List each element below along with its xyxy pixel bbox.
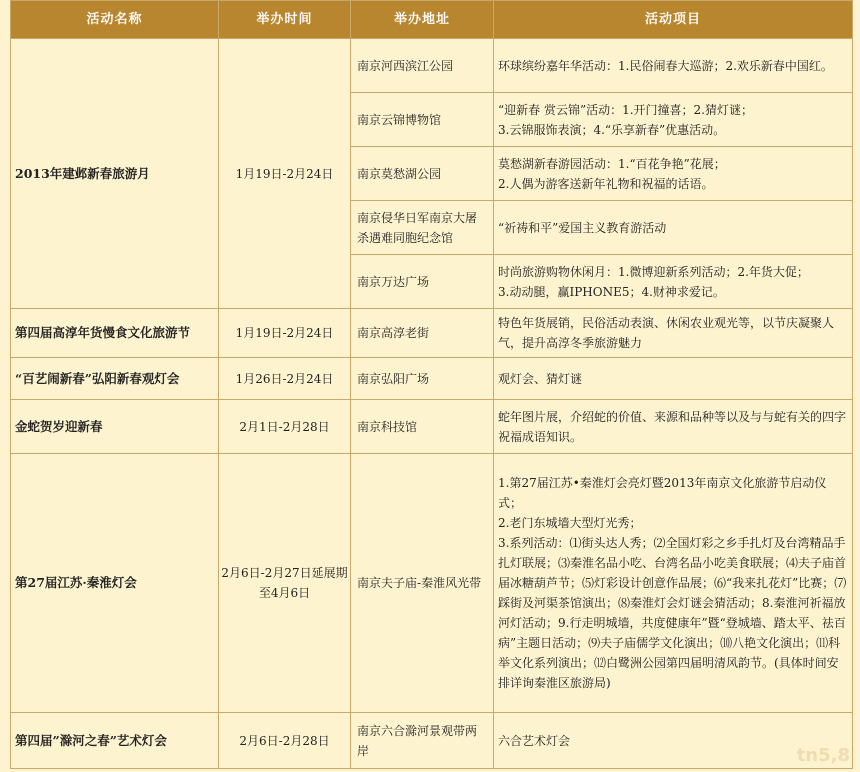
table-row — [11, 358, 853, 400]
event-items — [494, 454, 853, 713]
cell-line: 莫愁湖新春游园活动：1.“百花争艳”花展； — [498, 156, 726, 171]
cell-line: 南京侵华日军南京大屠杀遇难同胞纪念馆 — [357, 210, 478, 245]
cell-line: 南京夫子庙- — [357, 576, 422, 590]
cell-line: 南京弘阳广场 — [357, 371, 430, 386]
event-time — [219, 39, 351, 309]
cell-line: 南京高淳老街 — [357, 326, 430, 340]
cell-line: 2月1日-2月28日 — [239, 419, 330, 434]
event-time — [219, 309, 351, 358]
event-address — [351, 201, 494, 255]
cell-line: 1月26日-2月24日 — [235, 371, 334, 386]
event-items — [494, 93, 853, 147]
col-header-name: 活动名称 — [11, 1, 219, 39]
event-name: 金蛇贺岁迎新春 — [11, 400, 219, 454]
cell-line: 2月6日-2月27日 — [221, 566, 312, 580]
table-row — [11, 713, 853, 769]
cell-line: 3.云锦服饰表演；4.“乐享新春”优惠活动。 — [498, 122, 726, 137]
col-header-items: 活动项目 — [494, 1, 853, 39]
cell-line: 南京云锦博物馆 — [357, 112, 442, 127]
event-time — [219, 358, 351, 400]
event-items — [494, 147, 853, 201]
event-name: 2013年建邺新春旅游月 — [11, 39, 219, 309]
cell-line: 1.第27届江苏•秦淮灯会亮灯暨2013年南京文化旅游节启动仪式； — [498, 476, 827, 510]
cell-line: 南京莫愁湖公园 — [357, 166, 442, 181]
event-address — [351, 713, 494, 769]
cell-line: 蛇年图片展，介绍蛇的价值、来源和品种等以及与与蛇有关的四字祝福成语知识。 — [498, 409, 847, 444]
event-items — [494, 39, 853, 93]
event-items — [494, 358, 853, 400]
event-address — [351, 255, 494, 309]
event-items — [494, 400, 853, 454]
cell-line: 观灯会、猜灯谜 — [498, 371, 583, 386]
cell-line: “祈祷和平”爱国主义教育游活动 — [498, 220, 667, 235]
event-address — [351, 400, 494, 454]
col-header-address: 举办地址 — [351, 1, 494, 39]
cell-line: 南京万达广场 — [357, 274, 430, 289]
event-address — [351, 39, 494, 93]
event-name: 第27届江苏·秦淮灯会 — [11, 454, 219, 713]
table-row — [11, 454, 853, 713]
cell-line: 2月6日-2月28日 — [239, 733, 330, 748]
cell-line: 特色年货展销，民俗活动表演、休闲农业观光等，以节庆凝聚人气，提升高淳冬季旅游魅力 — [498, 316, 835, 350]
cell-line: 南京六合 — [357, 723, 406, 738]
event-time — [219, 713, 351, 769]
cell-line: 南京河西滨江公园 — [357, 58, 454, 73]
watermark: tn5,8 — [796, 745, 850, 766]
event-address — [351, 147, 494, 201]
cell-line: 1月19日-2月24日 — [235, 166, 334, 181]
event-name: “百艺闹新春”弘阳新春观灯会 — [11, 358, 219, 400]
table-row — [11, 39, 853, 93]
col-header-time: 举办时间 — [219, 1, 351, 39]
event-items — [494, 201, 853, 255]
event-time — [219, 454, 351, 713]
event-address — [351, 309, 494, 358]
cell-line: 六合艺术灯会 — [498, 733, 571, 748]
event-address — [351, 93, 494, 147]
event-items — [494, 255, 853, 309]
cell-line: “迎新春 赏云锦”活动：1.开门撞喜；2.猜灯谜； — [498, 102, 753, 117]
cell-line: 1月19日-2月24日 — [235, 326, 334, 340]
event-time — [219, 400, 351, 454]
event-items — [494, 309, 853, 358]
events-table — [10, 0, 853, 769]
event-name: 第四届”滁河之春”艺术灯会 — [11, 713, 219, 769]
cell-line: 延展期至4月6日 — [258, 566, 348, 600]
cell-line: 2.老门东城墙大型灯光秀； — [498, 516, 642, 530]
header-row — [11, 1, 853, 39]
table-row — [11, 309, 853, 358]
cell-line: 3.系列活动：⑴街头达人秀；⑵全国灯彩之乡手扎灯及台湾精品手扎灯联展；⑶秦淮名品小吃、台湾名品小吃美食联展；⑷夫子庙首届冰糖葫芦节；⑸灯彩设计创意作品展；⑹“我来扎花灯”比赛；⑺踩街及河渠茶馆演出；⑻秦淮灯会灯谜会猜活动；8.秦淮河祈福放河灯活动；9.行走明城墙，共度健康年”暨“登城墙、踏太平、祛百病”主题日活动；⑼夫子庙儒学文化演出；⑽八艳文化演出；⑾科举文化系列演出；⑿白鹭洲公园第四届明清风韵节。(具体时间安排详询秦淮区旅游局) — [498, 536, 847, 690]
event-items — [494, 713, 853, 769]
cell-line: 3.动动腿，赢IPHONE5；4.财神求爱记。 — [498, 284, 725, 299]
cell-line: 秦淮风光带 — [421, 576, 482, 590]
cell-line: 2.人偶为游客送新年礼物和祝福的话语。 — [498, 176, 714, 191]
cell-line: 环球缤纷嘉年华活动：1.民俗闹春大巡游；2.欢乐新春中国红。 — [498, 58, 833, 73]
event-name: 第四届高淳年货慢食文化旅游节 — [11, 309, 219, 358]
cell-line: 滁河景观带两岸 — [357, 723, 478, 758]
table-body — [11, 39, 853, 769]
cell-line: 时尚旅游购物休闲月：1.微博迎新系列活动；2.年货大促； — [498, 264, 809, 279]
table-row — [11, 400, 853, 454]
event-address — [351, 358, 494, 400]
cell-line: 南京科技馆 — [357, 419, 418, 434]
event-address — [351, 454, 494, 713]
